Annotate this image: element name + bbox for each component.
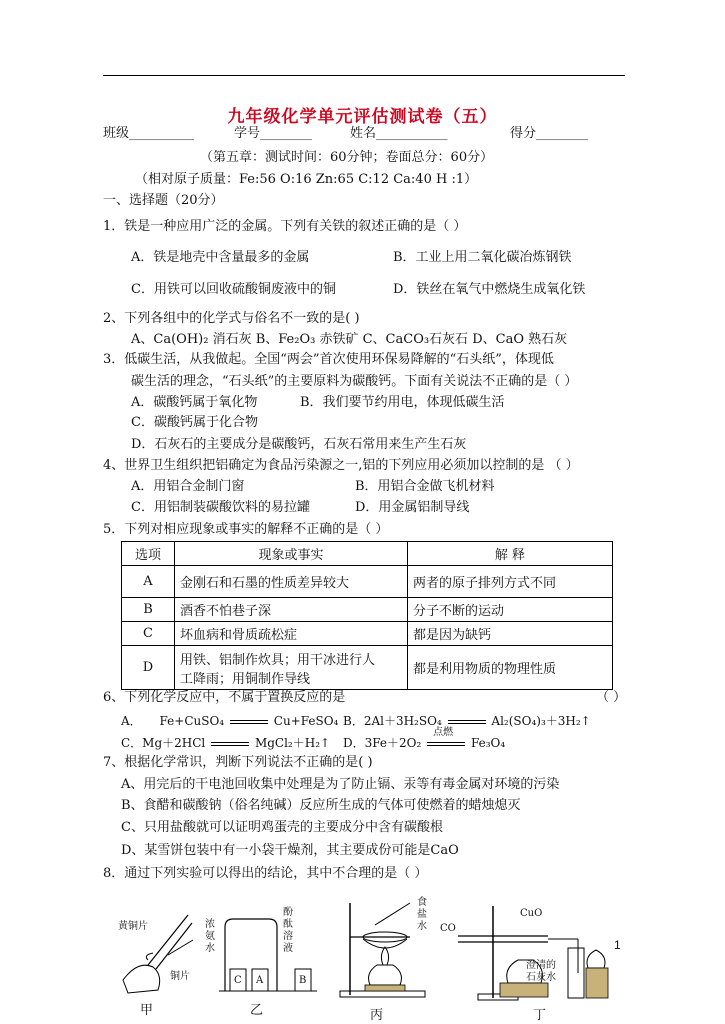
- label-ammonia-char: 浓: [205, 919, 215, 930]
- q4-option-b: B．用铝合金做飞机材料: [355, 479, 495, 494]
- label-phenolphthalein-char: 酞: [283, 919, 293, 930]
- q6-a-reactants: Fe+CuSO₄: [159, 714, 225, 728]
- table-header: 解 释: [408, 542, 613, 566]
- label-phenolphthalein-char: 溶: [283, 931, 293, 942]
- q4-option-c: C．用铝制装碳酸饮料的易拉罐: [131, 500, 310, 515]
- equals-sign: [211, 742, 249, 746]
- q6-d-reactants: D．3Fe＋2O₂: [343, 736, 422, 750]
- q6-option-a: [121, 713, 338, 729]
- label-salt-water: [417, 897, 427, 933]
- score-field: 得分________: [510, 126, 589, 141]
- table-header: 选项: [122, 542, 175, 566]
- label-limewater-line: 澄清的: [526, 960, 556, 971]
- figure-caption-ding: 丁: [533, 1008, 547, 1023]
- q6-stem: 6、下列化学反应中，不属于置换反应的是: [103, 690, 346, 705]
- q6-bracket: （ ）: [596, 690, 627, 705]
- q7-option-c: C、只用盐酸就可以证明鸡蛋壳的主要成分中含有碳酸根: [121, 820, 443, 835]
- beaker-label-c: C: [234, 975, 242, 986]
- student-id-field: 学号________: [234, 126, 313, 141]
- subtitle: （第五章：测试时间：60分钟；卷面总分：60分）: [200, 150, 494, 165]
- label-ammonia: [205, 919, 215, 955]
- table-cell: 两者的原子排列方式不同: [408, 566, 613, 598]
- q3-stem-line2: 碳生活的理念，“石头纸”的主要原料为碳酸钙。下面有关说法不正确的是（ ）: [131, 374, 578, 389]
- figure-jia: [108, 905, 208, 997]
- q6-d-arrow-wrap: [425, 727, 467, 751]
- q7-option-b: B、食醋和碳酸钠（俗名纯碱）反应所生成的气体可使燃着的蜡烛熄灭: [121, 798, 521, 813]
- table-cell: 都是利用物质的物理性质: [408, 646, 613, 690]
- figure-bing: [335, 895, 435, 999]
- label-phenolphthalein: [283, 907, 293, 955]
- table-cell: 坏血病和骨质疏松症: [175, 622, 408, 646]
- q1-stem: 1．铁是一种应用广泛的金属。下列有关铁的叙述正确的是（ ）: [103, 219, 467, 234]
- equals-sign: [230, 720, 268, 724]
- table-row: [122, 622, 613, 646]
- q7-option-a: A、用完后的干电池回收集中处理是为了防止镉、汞等有毒金属对环境的污染: [121, 777, 560, 792]
- section-heading: 一、选择题（20分）: [103, 193, 224, 208]
- q3-option-a: A．碳酸钙属于氧化物: [131, 395, 258, 410]
- table-cell: 都是因为缺钙: [408, 622, 613, 646]
- equals-sign: [448, 720, 486, 724]
- label-cuo: CuO: [520, 908, 543, 919]
- q6-option-a-label: A．: [121, 714, 142, 728]
- q1-option-a: A．铁是地壳中含量最多的金属: [131, 250, 310, 265]
- q3-option-b: B．我们要节约用电，体现低碳生活: [300, 395, 505, 410]
- label-phenolphthalein-char: 酚: [283, 907, 293, 918]
- table-header: 现象或事实: [175, 542, 408, 566]
- table-cell: A: [122, 566, 175, 598]
- q6-d-products: Fe₃O₄: [470, 736, 506, 750]
- q7-stem: 7、根据化学常识，判断下列说法不正确的是( ): [103, 755, 373, 770]
- figure-ding: [438, 898, 618, 1002]
- figure-yi: [205, 905, 320, 997]
- table-cell: 分子不断的运动: [408, 598, 613, 622]
- label-salt-water-char: 食: [417, 897, 427, 908]
- q2-options: A、Ca(OH)₂ 消石灰 B、Fe₂O₃ 赤铁矿 C、CaCO₃石灰石 D、CaO 熟石灰: [131, 332, 568, 347]
- reaction-condition: 点燃: [433, 727, 454, 738]
- q6-option-b: [343, 713, 591, 729]
- beaker-label-b: B: [299, 975, 307, 986]
- table-row: [122, 598, 613, 622]
- label-limewater-line: 石灰水: [526, 972, 556, 983]
- table-header-row: [122, 542, 613, 566]
- q8-stem: 8．通过下列实验可以得出的结论，其中不合理的是（ ）: [103, 866, 428, 881]
- table-row: [122, 566, 613, 598]
- q4-option-d: D．用金属铝制导线: [355, 500, 470, 515]
- table-cell-line: 用铁、铝制作炊具；用干冰进行人: [180, 652, 376, 668]
- beaker-label-a: A: [256, 975, 264, 986]
- equals-sign: [427, 742, 465, 746]
- q5-table: [121, 541, 613, 690]
- label-salt-water-char: 盐: [417, 909, 427, 920]
- q3-option-d: D．石灰石的主要成分是碳酸钙，石灰石常用来生产生石灰: [131, 437, 467, 452]
- q6-b-reactants: B．2Al＋3H₂SO₄: [343, 714, 442, 728]
- q3-option-c: C．碳酸钙属于化合物: [131, 415, 258, 430]
- top-rule: [103, 75, 625, 76]
- figure-caption-yi: 乙: [250, 1003, 264, 1018]
- q4-option-a: A．用铝合金制门窗: [131, 479, 245, 494]
- atomic-mass-note: （相对原子质量：Fe:56 O:16 Zn:65 C:12 Ca:40 H :1）: [135, 172, 478, 187]
- q5-stem: 5．下列对相应现象或事实的解释不正确的是（ ）: [103, 522, 389, 537]
- label-phenolphthalein-char: 液: [283, 943, 293, 954]
- q7-option-d: D、某雪饼包装中有一小袋干燥剂，其主要成份可能是CaO: [121, 843, 459, 858]
- label-co: CO: [440, 923, 456, 934]
- table-cell: C: [122, 622, 175, 646]
- q6-option-d: [343, 727, 506, 751]
- table-cell-line: 工降雨；用铜制作导线: [180, 671, 311, 687]
- label-limewater: [526, 960, 556, 984]
- q6-a-products: Cu+FeSO₄: [273, 714, 339, 728]
- label-brass: 黄铜片: [118, 921, 148, 932]
- q4-stem: 4、世界卫生组织把铝确定为食品污染源之一,铝的下列应用必须加以控制的是 （ ）: [103, 458, 579, 473]
- table-cell: 金刚石和石墨的性质差异较大: [175, 566, 408, 598]
- name-field: 姓名___________: [350, 126, 448, 141]
- q2-stem: 2、下列各组中的化学式与俗名不一致的是( ): [103, 311, 360, 326]
- table-cell: 酒香不怕巷子深: [175, 598, 408, 622]
- q6-b-products: Al₂(SO₄)₃＋3H₂↑: [491, 714, 591, 728]
- figure-caption-jia: 甲: [140, 1003, 154, 1018]
- page-number: 1: [614, 938, 621, 952]
- table-cell: [175, 646, 408, 690]
- table-row: [122, 646, 613, 690]
- label-ammonia-char: 水: [205, 943, 215, 954]
- q6-option-c: [121, 735, 330, 751]
- q6-c-reactants: C．Mg＋2HCl: [121, 736, 206, 750]
- figure-caption-bing: 丙: [370, 1008, 384, 1023]
- q1-option-d: D．铁丝在氧气中燃烧生成氧化铁: [393, 282, 586, 297]
- q1-option-c: C．用铁可以回收硫酸铜废液中的铜: [131, 282, 336, 297]
- page-title: 九年级化学单元评估测试卷（五）: [227, 107, 498, 127]
- q6-c-products: MgCl₂＋H₂↑: [254, 736, 331, 750]
- q1-option-b: B．工业上用二氧化碳冶炼钢铁: [393, 250, 572, 265]
- class-field: 班级__________: [103, 126, 195, 141]
- table-cell: D: [122, 646, 175, 690]
- label-copper: 铜片: [170, 971, 190, 982]
- label-salt-water-char: 水: [417, 921, 427, 932]
- table-cell: B: [122, 598, 175, 622]
- q3-stem-line1: 3．低碳生活，从我做起。全国“两会”首次使用环保易降解的“石头纸”，体现低: [103, 352, 554, 367]
- label-ammonia-char: 氨: [205, 931, 215, 942]
